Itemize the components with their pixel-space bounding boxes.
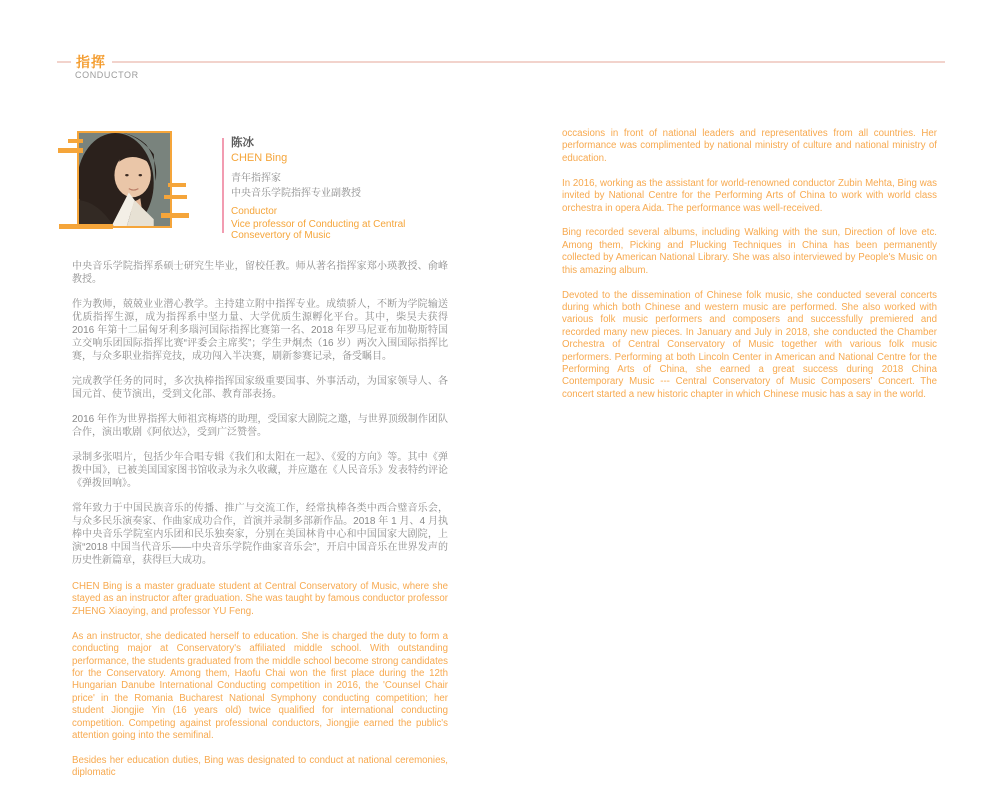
left-column xyxy=(72,260,448,791)
portrait-photo xyxy=(77,131,172,228)
profile-divider-line xyxy=(222,138,224,233)
section-header xyxy=(57,52,945,72)
bio-paragraph-en: CHEN Bing is a master graduate student at Central Conservatory of Music, where she stayed as an instructor after graduation. She was taught by famous conductor professor ZHENG Xiaoying, and professor YU Feng. xyxy=(72,581,448,617)
artist-title-en-1: Conductor xyxy=(231,206,278,217)
accent-dash xyxy=(59,224,113,229)
bio-paragraph-en: Bing recorded several albums, including Walking with the sun, Direction of love etc. Among them, Picking and Plucking Techniques in China has been permanently collected by American National Library. She was also interviewed by People's Music on this amazing album. xyxy=(562,227,937,276)
bio-paragraph-en: Besides her education duties, Bing was designated to conduct at national ceremonies, diplomatic xyxy=(72,754,448,779)
bio-paragraph-en: occasions in front of national leaders and representatives from all countries. Her performance was complimented by national ministry of culture and national ministry of education. xyxy=(562,128,937,164)
section-title-zh: 指挥 xyxy=(76,54,106,70)
artist-title-en-2: Vice professor of Conducting at Central Consevertory of Music xyxy=(231,218,406,241)
bio-paragraph-zh: 2016 年作为世界指挥大师祖宾梅塔的助理，受国家大剧院之邀，与世界顶级制作团队合作，演出歌剧《阿依达》，受到广泛赞誉。 xyxy=(72,414,448,438)
accent-dash xyxy=(58,148,83,153)
header-rule-right xyxy=(112,61,945,63)
bio-paragraph-en: As an instructor, she dedicated herself to education. She is charged the duty to form a conducting major at Conservatory's affiliated middle school. With outstanding performance, the students graduated from the middle school become strong candidates for the Conservatory. Among them, Haofu Chai won the first place during the 12th Hungarian Danube International Conducting competition in 2016, the 'Counsel Chair price' in the Romania Bucharest National Symphony conducting competition; her student Jiongjie Yin (16 years old) twice qualified for international conducting competition. Competing against professional conductors, Jiongjie earned the public's attention going into the semifinal. xyxy=(72,630,448,741)
section-title-en: CONDUCTOR xyxy=(75,70,139,80)
right-column xyxy=(562,128,937,414)
accent-dash xyxy=(164,195,187,199)
accent-dash xyxy=(168,183,186,187)
portrait-illustration xyxy=(79,133,170,226)
bio-paragraph-zh: 录制多张唱片，包括少年合唱专辑《我们和太阳在一起》、《爱的方向》等。其中《弹拨中国》，已被美国国家图书馆收录为永久收藏，并应邀在《人民音乐》发表特约评论《弹拨回响》。 xyxy=(72,452,448,489)
accent-dash xyxy=(161,213,189,218)
artist-name-zh: 陈冰 xyxy=(231,137,254,149)
bio-paragraph-zh: 完成教学任务的同时，多次执棒指挥国家级重要国事、外事活动，为国家领导人、各国元首、使节演出，受到文化部、教育部表扬。 xyxy=(72,376,448,400)
bio-paragraph-en: Devoted to the dissemination of Chinese folk music, she conducted several concerts during which both Chinese and western music are performed. She also worked with various folk music performers and composers and successfully premiered and recorded many new pieces. In January and July in 2018, she conducted the Chamber Orchestra of Central Conservatory of Music together with various folk music performers. Performing at both Lincoln Center in American and National Centre for the Performing Arts of China, she earned a great success during 2018 China Contemporary Music --- Central Conservatory of Music Composers' Concert. The concert started a new historic chapter in which Chinese music has a say in the world. xyxy=(562,289,937,400)
artist-title-zh-2: 中央音乐学院指挥专业副教授 xyxy=(231,188,361,199)
bio-paragraph-zh: 作为教师，兢兢业业潜心教学。主持建立附中指挥专业。成绩骄人，不断为学院输送优质指挥生源，成为指挥系中坚力量、大学优质生源孵化平台。其中，柴昊夫获得 2016 年第十二届匈牙利多瑙河国际指挥比赛第一名、2018 年罗马尼亚布加勒斯特国立交响乐团国际指挥比赛“评委会主席奖”；学生尹炯杰（16 岁）两次入围国际指挥比赛，与众多职业指挥竞技，成功闯入半决赛，刷新参赛记录，备受瞩目。 xyxy=(72,299,448,362)
accent-dash xyxy=(68,139,83,143)
header-rule-left xyxy=(57,61,71,63)
bio-paragraph-zh: 中央音乐学院指挥系硕士研究生毕业，留校任教。师从著名指挥家郑小瑛教授、俞峰教授。 xyxy=(72,261,448,285)
bio-paragraph-en: In 2016, working as the assistant for world-renowned conductor Zubin Mehta, Bing was invited by National Centre for the Performing Arts of China to work with world class orchestra in opera Aida. The performance was well-received. xyxy=(562,177,937,214)
profile-info xyxy=(231,137,466,242)
artist-title-zh-1: 青年指挥家 xyxy=(231,173,281,184)
artist-name-en: CHEN Bing xyxy=(231,152,288,164)
bio-paragraph-zh: 常年致力于中国民族音乐的传播、推广与交流工作，经常执棒各类中西合璧音乐会，与众多民乐演奏家、作曲家成功合作，首演并录制多部新作品。2018 年 1 月、4 月执棒中央音乐学院室内乐团和民乐独奏家，分别在美国林肯中心和中国国家大剧院，上演“2018 中国当代音乐——中央音乐学院作曲家音乐会”，开启中国音乐在世界发声的历史性新篇章，获得巨大成功。 xyxy=(72,503,448,566)
